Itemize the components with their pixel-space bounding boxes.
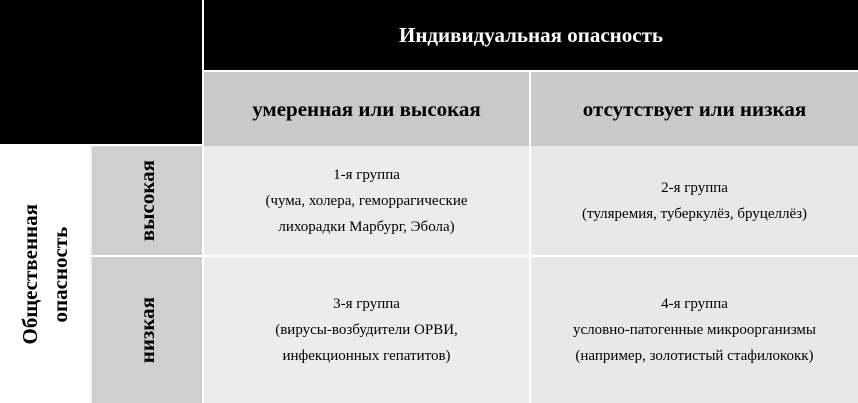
cell-group-2 bbox=[531, 146, 858, 257]
row-group-header-line-2: опасность bbox=[48, 226, 72, 323]
row-header-high bbox=[92, 146, 204, 257]
column-header-absent-low: отсутствует или низкая bbox=[531, 72, 858, 146]
column-group-header: Индивидуальная опасность bbox=[204, 0, 858, 72]
column-header-moderate-high: умеренная или высокая bbox=[204, 72, 531, 146]
group-4-line-2: условно-патогенные микроорганизмы bbox=[572, 322, 816, 338]
row-group-header-line-1: Общественная bbox=[18, 204, 42, 345]
row-header-low bbox=[92, 257, 204, 403]
group-1-line-2: (чума, холера, геморрагические bbox=[265, 192, 468, 209]
cell-group-4 bbox=[531, 257, 858, 403]
cell-group-3 bbox=[204, 257, 531, 403]
group-3-title: 3-я группа bbox=[333, 296, 400, 312]
group-4-title: 4-я группа bbox=[661, 296, 728, 312]
group-3-line-3: инфекционных гепатитов) bbox=[282, 348, 451, 364]
group-2-title: 2-я группа bbox=[661, 179, 728, 196]
row-header-low-label: низкая bbox=[134, 296, 159, 364]
group-3-line-2: (вирусы-возбудители ОРВИ, bbox=[275, 322, 458, 338]
row-group-header bbox=[0, 146, 92, 403]
row-header-high-label: высокая bbox=[134, 159, 159, 242]
cell-group-1 bbox=[204, 146, 531, 257]
group-1-line-3: лихорадки Марбург, Эбола) bbox=[278, 218, 455, 235]
group-2-line-2: (туляремия, туберкулёз, бруцеллёз) bbox=[581, 205, 808, 222]
group-4-line-3: (например, золотистый стафилококк) bbox=[575, 348, 814, 364]
row-group-header-text bbox=[15, 204, 75, 345]
table-corner bbox=[0, 0, 204, 146]
group-1-title: 1-я группа bbox=[333, 166, 400, 183]
